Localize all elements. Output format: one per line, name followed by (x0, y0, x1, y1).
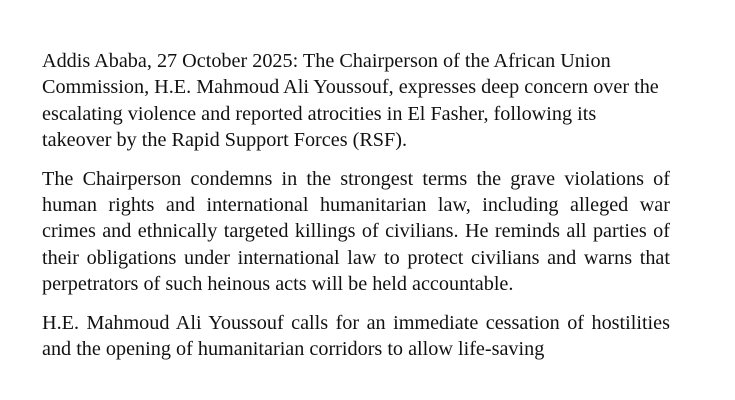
paragraph-opening: Addis Ababa, 27 October 2025: The Chairperson of the African Union Commission, H.E. Mahmoud Ali Youssouf, expresses deep concern over the escalating violence and reported atrocities in El Fasher, following its takeover by the Rapid Support Forces (RSF). (42, 50, 659, 151)
press-release-body (42, 48, 670, 375)
paragraph-ceasefire-call: H.E. Mahmoud Ali Youssouf calls for an immediate cessation of hostilities and the opening of humanitarian corridors to allow life-saving (42, 311, 670, 360)
paragraph-condemnation: The Chairperson condemns in the strongest terms the grave violations of human rights and international humanitarian law, including alleged war crimes and ethnically targeted killings of civilians. He reminds all parties of their obligations under international law to protect civilians and warns that perpetrators of such heinous acts will be held accountable. (42, 167, 670, 295)
